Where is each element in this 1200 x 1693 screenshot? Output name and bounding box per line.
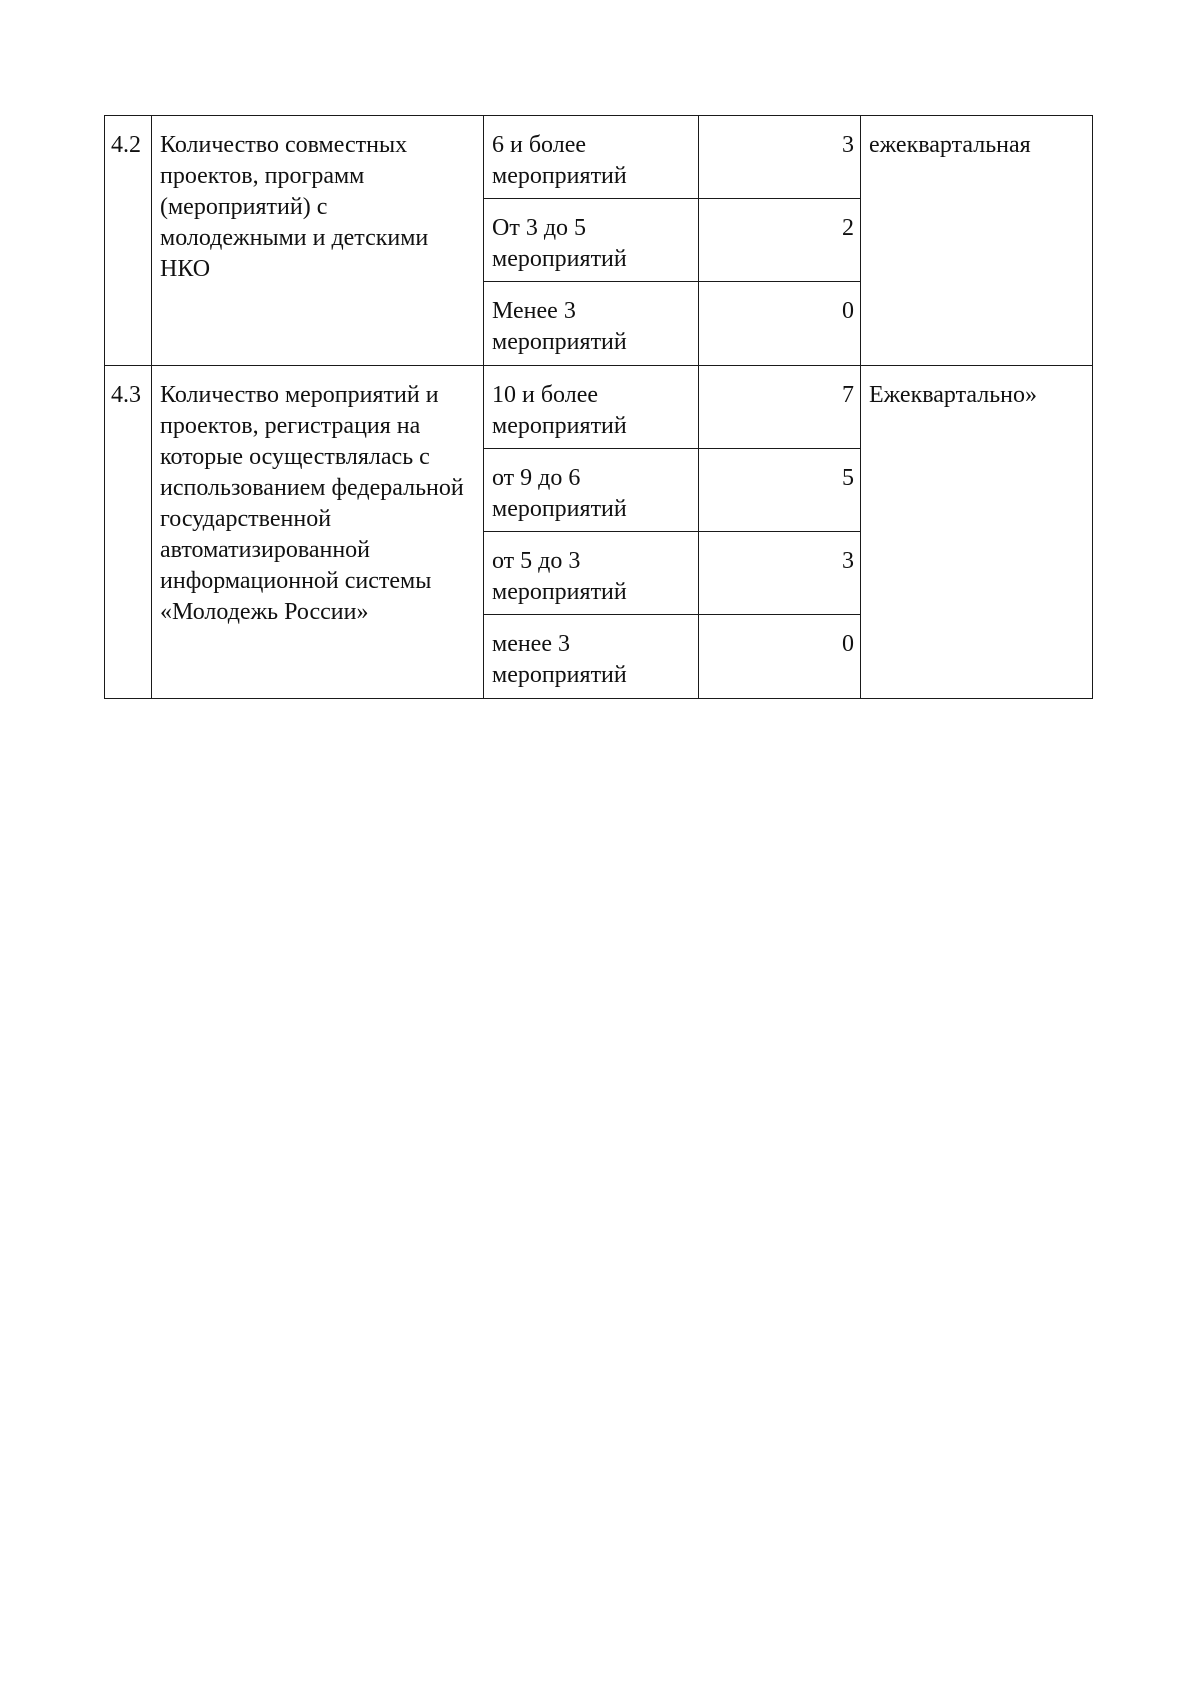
condition-cell	[484, 366, 699, 449]
table-row	[105, 366, 1093, 449]
score-cell	[699, 615, 861, 699]
score-value: 3	[842, 132, 854, 158]
condition-cell	[484, 116, 699, 199]
score-cell	[699, 116, 861, 199]
condition-cell	[484, 282, 699, 366]
condition-text: от 9 до 6 мероприятий	[492, 465, 627, 522]
score-value: 3	[842, 548, 854, 574]
condition-text: менее 3 мероприятий	[492, 631, 627, 688]
condition-text: Менее 3 мероприятий	[492, 298, 627, 355]
row-number-cell	[105, 116, 152, 366]
score-cell	[699, 199, 861, 282]
condition-cell	[484, 449, 699, 532]
row-number-cell	[105, 366, 152, 699]
period-cell	[861, 366, 1093, 699]
score-value: 7	[842, 382, 854, 408]
score-value: 2	[842, 215, 854, 241]
score-cell	[699, 282, 861, 366]
period-text: Ежеквартально»	[869, 382, 1037, 408]
period-cell	[861, 116, 1093, 366]
condition-cell	[484, 532, 699, 615]
condition-cell	[484, 199, 699, 282]
indicator-name: Количество мероприятий и проектов, регистрация на которые осуществлялась с использованием федеральной государственной автоматизированной информационной системы «Молодежь России»	[160, 382, 464, 625]
condition-text: от 5 до 3 мероприятий	[492, 548, 627, 605]
score-cell	[699, 532, 861, 615]
indicator-name-cell	[152, 116, 484, 366]
table-row	[105, 116, 1093, 199]
score-cell	[699, 366, 861, 449]
row-number: 4.2	[111, 132, 141, 158]
period-text: ежеквартальная	[869, 132, 1031, 158]
score-value: 0	[842, 631, 854, 657]
condition-text: От 3 до 5 мероприятий	[492, 215, 627, 272]
criteria-table	[104, 115, 1093, 699]
score-value: 0	[842, 298, 854, 324]
indicator-name: Количество совместных проектов, программ (мероприятий) с молодежными и детскими НКО	[160, 132, 429, 282]
row-number: 4.3	[111, 382, 141, 408]
score-cell	[699, 449, 861, 532]
condition-cell	[484, 615, 699, 699]
indicator-name-cell	[152, 366, 484, 699]
score-value: 5	[842, 465, 854, 491]
condition-text: 6 и более мероприятий	[492, 132, 627, 189]
condition-text: 10 и более мероприятий	[492, 382, 627, 439]
